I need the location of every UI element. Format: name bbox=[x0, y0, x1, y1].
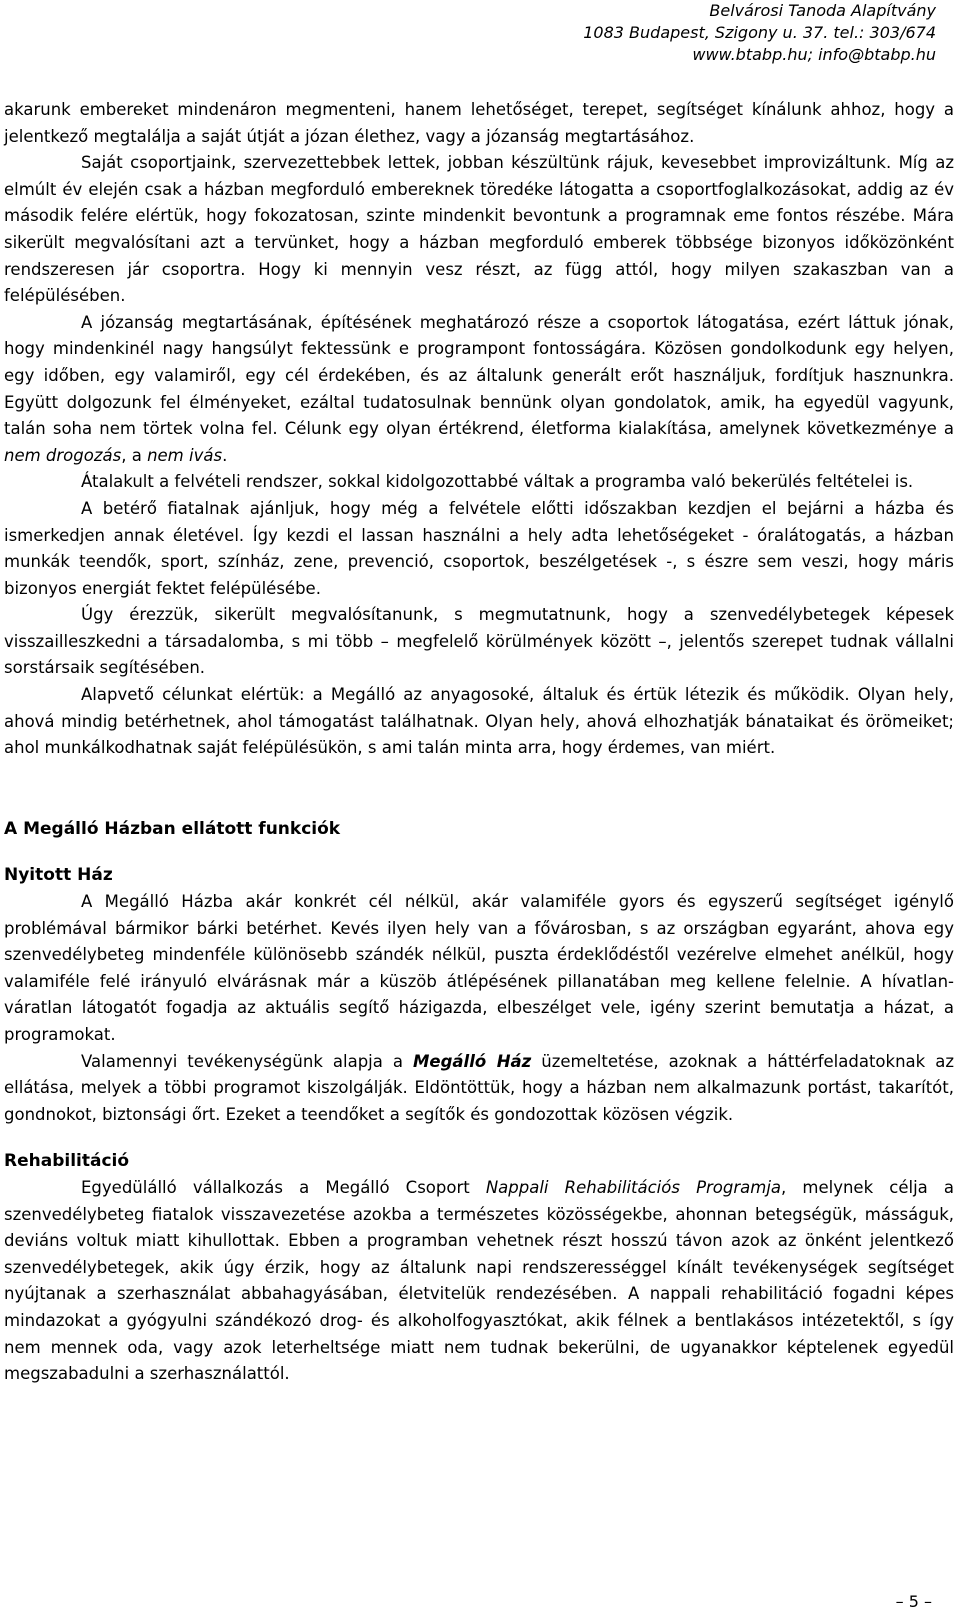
intro-paragraph-7: Alapvető célunkat elértük: a Megálló az anyagosoké, általuk és értük létezik és működik. Olyan hely, ahová mindig betérhetnek, ahol támogatást találhatnak. Olyan hely, ahová elhozhatják bánataikat és örömeiket; ahol munkálkodhatnak saját felépülésükön, s ami talán minta arra, hogy érdemes, van miért. bbox=[4, 685, 954, 758]
nyitott-paragraph-1: A Megálló Házba akár konkrét cél nélkül, akár valamiféle gyors és egyszerű segítséget igénylő problémával bármikor bárki betérhet. Kevés ilyen hely van a fővárosban, s az országban egyaránt, ahova egy szenvedélybeteg mindenféle különösebb szándék nélkül, puszta érdeklődéstől vezérelve elmehet anélkül, hogy valamiféle felé irányuló elvárásnak már a küszöb átlépésének pillanatában meg kellene felelnie. A hívatlan-váratlan látogatót fogadja az aktuális segítő házigazda, elbeszélget vele, igény szerint bemutatja a házat, a programokat. bbox=[4, 892, 954, 1044]
org-web: www.btabp.hu; info@btabp.hu bbox=[692, 45, 936, 64]
org-address: 1083 Budapest, Szigony u. 37. tel.: 303/674 bbox=[583, 23, 936, 42]
heading-rehabilitacio: Rehabilitáció bbox=[4, 1151, 130, 1172]
intro-paragraph-3: A józanság megtartásának, építésének meghatározó része a csoportok látogatása, ezért láttuk jónak, hogy mindenkinél nagy hangsúlyt fektessünk e programpont fontosságára. Közösen gondolkodunk egy helyen, egy időben, egy valamiről, egy cél érdekében, és az általunk generált erőt használjuk, fordítjuk hasznunkra. Együtt dolgozunk fel élményeket, ezáltal tudatosulnak bennünk olyan gondolatok, amik, ha egyedül vagyunk, talán soha nem törtek volna fel. Célunk egy olyan értékrend, életforma kialakítása, amelynek következménye a nem drogozás, a nem ivás. bbox=[4, 312, 954, 465]
intro-paragraph-5: A betérő fiatalnak ajánljuk, hogy még a felvétele előtti időszakban kezdjen el bejárni a házba és ismerkedjen annak életével. Így kezdi el lassan használni a hely adta lehetőségeket - óralátogatás, a házban munkák teendők, sport, színház, zene, prevenció, csoportok, beszélgetések -, s észre sem veszi, hogy máris bizonyos energiát fektet felépülésébe. bbox=[4, 498, 954, 598]
page-header bbox=[583, 0, 936, 66]
intro-paragraph-4: Átalakult a felvételi rendszer, sokkal kidolgozottabbé váltak a programba való bekerülés feltételei is. bbox=[81, 472, 914, 492]
document-body bbox=[4, 97, 954, 1388]
intro-paragraph-6: Úgy érezzük, sikerült megvalósítanunk, s megmutatnunk, hogy a szenvedélybetegek képesek visszailleszkedni a társadalomba, s mi több – megfelelő körülmények között –, jelentős szerepet tudnak vállalni sorstársaik segítésében. bbox=[4, 605, 954, 678]
intro-paragraph-1: akarunk embereket mindenáron megmenteni, hanem lehetőséget, terepet, segítséget kínálunk ahhoz, hogy a jelentkező megtalálja a saját útját a józan élethez, vagy a józanság megtartásához. bbox=[4, 100, 954, 146]
intro-paragraph-2: Saját csoportjaink, szervezettebbek lettek, jobban készültünk rájuk, kevesebbet improvizáltunk. Míg az elmúlt év elején csak a házban megforduló embereknek töredéke látogatta a csoportfoglalkozásokat, addig az év második felére elértük, hogy fokozatosan, szinte mindenkit bevontunk a programnak eme fontos részébe. Mára sikerült megvalósítani azt a tervünket, hogy a házban megforduló emberek többsége bizonyos időközönként rendszeresen jár csoportra. Hogy ki mennyin vesz részt, az függ attól, hogy milyen szakaszban van a felépülésében. bbox=[4, 153, 954, 306]
rehab-paragraph-1: Egyedülálló vállalkozás a Megálló Csoport Nappali Rehabilitációs Programja, melynek célja a szenvedélybeteg fiatalok visszavezetése azokba a természetes közösségekbe, ahonnan betegségük, másságuk, deviáns voltuk miatt kihullottak. Ebben a programban vehetnek részt hosszú távon azok az önként jelentkező szenvedélybetegek, akik úgy érzik, hogy az általunk napi rendszerességgel kínált tevékenységek segítséget nyújtanak a szerhasználat abbahagyásában, életvitelük rendezésében. A nappali rehabilitáció fogadni képes mindazokat a gyógyulni szándékozó drog- és alkoholfogyasztókat, akik félnek a bentlakásos intézetektől, s így nem mennek oda, vagy azok leterheltsége miatt nem tudnak bekerülni, de ugyanakkor képtelenek egyedül megszabadulni a szerhasználattól. bbox=[4, 1177, 954, 1384]
emphasis-nem-drogozas: nem drogozás bbox=[4, 445, 122, 465]
section-title: A Megálló Házban ellátott funkciók bbox=[4, 818, 341, 839]
page-number: – 5 – bbox=[895, 1592, 932, 1611]
heading-nyitott-haz: Nyitott Ház bbox=[4, 865, 113, 886]
emphasis-nem-ivas: nem ivás bbox=[147, 445, 223, 465]
emphasis-megallo-haz: Megálló Ház bbox=[413, 1051, 532, 1071]
emphasis-program-name: Nappali Rehabilitációs Programja bbox=[485, 1177, 782, 1197]
org-name: Belvárosi Tanoda Alapítvány bbox=[709, 1, 936, 20]
nyitott-paragraph-2: Valamennyi tevékenységünk alapja a Megálló Ház üzemeltetése, azoknak a háttérfeladatoknak az ellátása, melyek a többi programot kiszolgálják. Eldöntöttük, hogy a házban nem alkalmazunk portást, takarítót, gondnokot, biztonsági őrt. Ezeket a teendőket a segítők és gondozottak közösen végzik. bbox=[4, 1051, 954, 1124]
